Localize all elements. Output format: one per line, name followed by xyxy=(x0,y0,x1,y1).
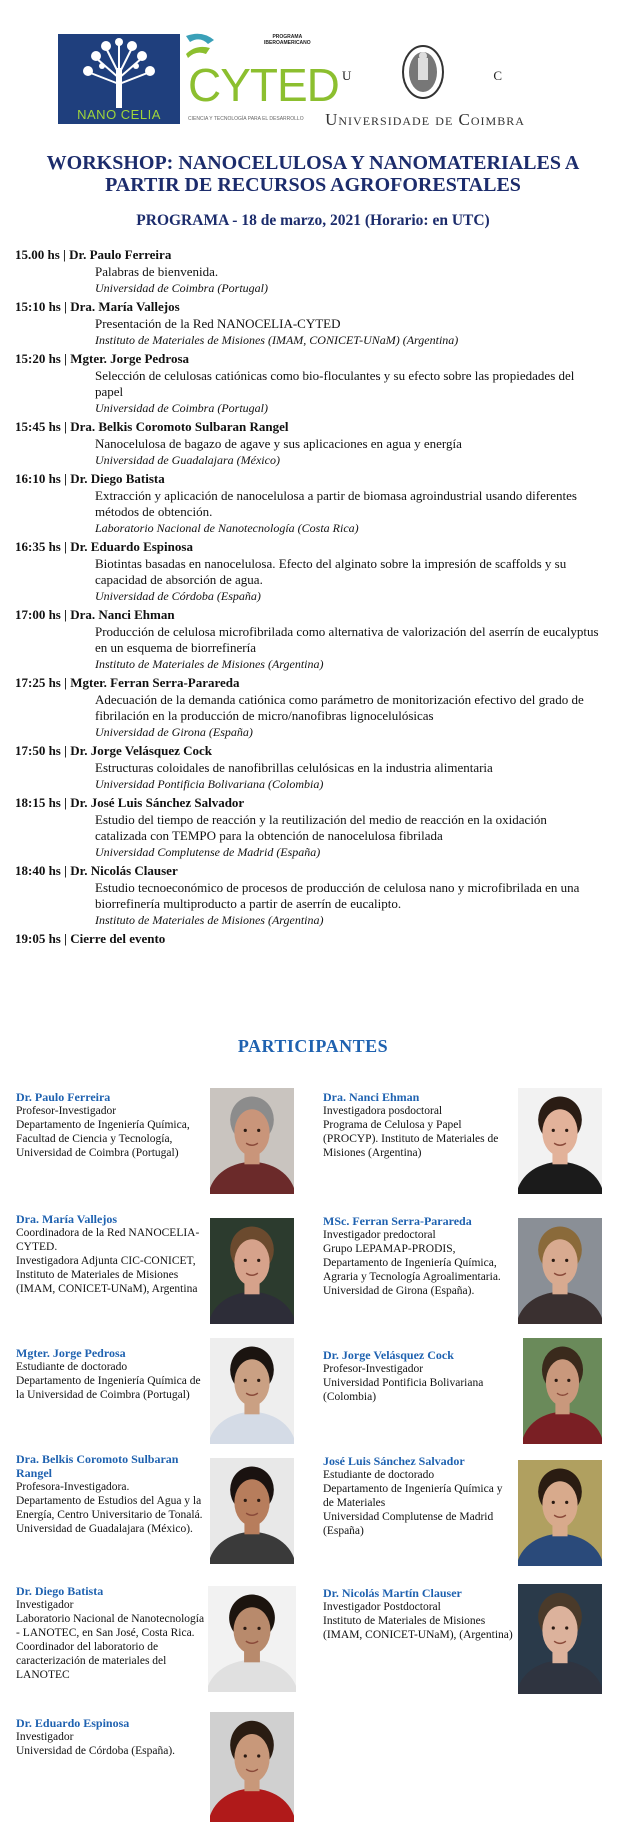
slot-institution: Laboratorio Nacional de Nanotecnología (Costa Rica) xyxy=(95,521,359,535)
participant-photo xyxy=(210,1218,294,1324)
participant-desc: Investigador predoctoral Grupo LEPAMAP-PRODIS, Departamento de Ingeniería Química, Agraria y Tecnología Agroalimentaria. Universidad de Girona (España). xyxy=(323,1229,501,1297)
slot-institution: Universidad de Coimbra (Portugal) xyxy=(95,281,268,295)
participant-photo xyxy=(518,1584,602,1694)
participant-name: Dra. Belkis Coromoto Sulbaran Rangel xyxy=(16,1452,179,1480)
portrait-icon xyxy=(210,1088,294,1194)
closing-slot: 19:05 hs | Cierre del evento xyxy=(15,931,166,946)
portrait-icon xyxy=(208,1586,296,1692)
participant-card xyxy=(323,1214,513,1298)
participant-card xyxy=(323,1454,513,1538)
slot-time-speaker: 15:10 hs | Dra. María Vallejos xyxy=(15,299,180,314)
program-slot xyxy=(15,605,600,673)
participant-card xyxy=(16,1090,206,1160)
participant-name: José Luis Sánchez Salvador xyxy=(323,1454,465,1468)
participant-card xyxy=(323,1348,513,1404)
participant-name: Dr. Eduardo Espinosa xyxy=(16,1716,130,1730)
participant-photo xyxy=(518,1460,602,1566)
participant-card xyxy=(16,1584,206,1682)
slot-talk: Palabras de bienvenida. xyxy=(95,264,219,279)
slot-talk: Estructuras coloidales de nanofibrillas celulósicas en la industria alimentaria xyxy=(95,760,493,775)
slot-talk: Biotintas basadas en nanocelulosa. Efecto del alginato sobre la impresión de scaffolds y su capacidad de absorción de agua. xyxy=(95,556,567,587)
participant-card xyxy=(16,1346,206,1402)
participant-name: Dr. Paulo Ferreira xyxy=(16,1090,111,1104)
header-logos xyxy=(58,32,548,130)
tree-icon xyxy=(78,38,160,108)
portrait-icon xyxy=(210,1338,294,1444)
participants-title: PARTICIPANTES xyxy=(237,1036,389,1056)
workshop-title xyxy=(0,152,626,196)
cyted-tagline: CIENCIA Y TECNOLOGÍA PARA EL DESARROLLO xyxy=(188,116,304,122)
participant-desc: Profesor-Investigador Departamento de Ingeniería Química, Facultad de Ciencia y Tecnología, Universidad de Coimbra (Portugal) xyxy=(16,1105,190,1159)
program-slot xyxy=(15,469,600,537)
portrait-icon xyxy=(518,1460,602,1566)
portrait-icon xyxy=(210,1712,294,1822)
slot-institution: Universidad Complutense de Madrid (España) xyxy=(95,845,321,859)
program-slot xyxy=(15,297,600,349)
slot-talk: Presentación de la Red NANOCELIA-CYTED xyxy=(95,316,341,331)
slot-institution: Instituto de Materiales de Misiones (Argentina) xyxy=(95,913,324,927)
participant-card xyxy=(16,1716,206,1758)
participant-photo xyxy=(210,1338,294,1444)
participant-card xyxy=(16,1212,206,1296)
cyted-wordmark: CYTED xyxy=(188,59,339,111)
slot-talk: Extracción y aplicación de nanocelulosa a partir de biomasa agroindustrial usando diferentes métodos de obtención. xyxy=(95,488,577,519)
participant-desc: Estudiante de doctorado Departamento de Ingeniería Química y de Materiales Universidad Complutense de Madrid (España) xyxy=(323,1469,503,1537)
slot-time-speaker: 16:10 hs | Dr. Diego Batista xyxy=(15,471,165,486)
program-slot xyxy=(15,861,600,929)
participant-name: Dr. Nicolás Martín Clauser xyxy=(323,1586,462,1600)
program-slot xyxy=(15,245,600,297)
participant-name: Dra. María Vallejos xyxy=(16,1212,117,1226)
portrait-icon xyxy=(210,1458,294,1564)
coimbra-letter-left: U xyxy=(342,68,352,83)
program-slot xyxy=(15,417,600,469)
participant-desc: Coordinadora de la Red NANOCELIA-CYTED. Investigadora Adjunta CIC-CONICET, Instituto de Materiales de Misiones (IMAM, CONICET-UNaM), Argentina xyxy=(16,1227,200,1295)
slot-talk: Producción de celulosa microfibrilada como alternativa de valorización del aserrín de eucalyptus en un esquema de biorrefinería xyxy=(95,624,599,655)
cyted-swoosh-icon xyxy=(182,32,222,62)
participant-card xyxy=(323,1090,513,1160)
workshop-title-line2: PARTIR DE RECURSOS AGROFORESTALES xyxy=(105,174,521,196)
participant-desc: Investigadora posdoctoral Programa de Celulosa y Papel (PROCYP). Instituto de Materiales de Misiones (Argentina) xyxy=(323,1105,499,1159)
participant-photo xyxy=(210,1088,294,1194)
slot-institution: Instituto de Materiales de Misiones (Argentina) xyxy=(95,657,324,671)
participant-card xyxy=(323,1586,513,1642)
participant-photo xyxy=(210,1712,294,1822)
nanocelia-logo xyxy=(58,34,180,124)
slot-institution: Universidad de Córdoba (España) xyxy=(95,589,261,603)
portrait-icon xyxy=(518,1218,602,1324)
participant-photo xyxy=(523,1338,602,1444)
coimbra-name: Universidade de Coimbra xyxy=(325,110,525,129)
slot-institution: Universidad Pontificia Bolivariana (Colombia) xyxy=(95,777,324,791)
slot-time-speaker: 15.00 hs | Dr. Paulo Ferreira xyxy=(15,247,172,262)
participant-photo xyxy=(518,1218,602,1324)
program-slot xyxy=(15,673,600,741)
slot-time-speaker: 17:25 hs | Mgter. Ferran Serra-Parareda xyxy=(15,675,240,690)
participant-name: Dr. Jorge Velásquez Cock xyxy=(323,1348,454,1362)
slot-institution: Universidad de Guadalajara (México) xyxy=(95,453,280,467)
participant-name: Mgter. Jorge Pedrosa xyxy=(16,1346,126,1360)
slot-institution: Universidad de Coimbra (Portugal) xyxy=(95,401,268,415)
program-slot xyxy=(15,537,600,605)
program-slot xyxy=(15,349,600,417)
coimbra-letter-right: C xyxy=(493,68,502,83)
workshop-title-line1: WORKSHOP: NANOCELULOSA Y NANOMATERIALES A xyxy=(46,152,580,174)
participant-name: Dra. Nanci Ehman xyxy=(323,1090,420,1104)
slot-talk: Estudio del tiempo de reacción y la reutilización del medio de reacción en la oxidación catalizada con TEMPO para la obtención de nanocelulosa fibrilada xyxy=(95,812,547,843)
participant-desc: Estudiante de doctorado Departamento de Ingeniería Química de la Universidad de Coimbra (Portugal) xyxy=(16,1361,201,1401)
participant-photo xyxy=(518,1088,602,1194)
slot-time-speaker: 18:15 hs | Dr. José Luis Sánchez Salvador xyxy=(15,795,245,810)
program-list xyxy=(15,245,600,948)
cyted-program-label: PROGRAMA IBEROAMERICANO xyxy=(264,34,311,46)
slot-time-speaker: 18:40 hs | Dr. Nicolás Clauser xyxy=(15,863,178,878)
slot-talk: Selección de celulosas catiónicas como bio-floculantes y su efecto sobre las propiedades del papel xyxy=(95,368,575,399)
portrait-icon xyxy=(518,1088,602,1194)
nanocelia-logo-text: NANO CELIA xyxy=(77,107,161,122)
participant-name: Dr. Diego Batista xyxy=(16,1584,104,1598)
slot-talk: Estudio tecnoeconómico de procesos de producción de celulosa nano y microfibrilada en una biorrefinería multiproducto a partir de aserrín de eucalipto. xyxy=(95,880,580,911)
program-slot xyxy=(15,793,600,861)
participant-desc: Investigador Universidad de Córdoba (España). xyxy=(16,1731,176,1757)
cyted-logo xyxy=(182,32,339,128)
slot-time-speaker: 15:45 hs | Dra. Belkis Coromoto Sulbaran Rangel xyxy=(15,419,289,434)
portrait-icon xyxy=(210,1218,294,1324)
slot-time-speaker: 17:00 hs | Dra. Nanci Ehman xyxy=(15,607,175,622)
participant-desc: Investigador Postdoctoral Instituto de Materiales de Misiones (IMAM, CONICET-UNaM), (Argentina) xyxy=(323,1601,513,1641)
slot-institution: Instituto de Materiales de Misiones (IMAM, CONICET-UNaM) (Argentina) xyxy=(95,333,459,347)
participant-card xyxy=(16,1452,206,1536)
program-slot xyxy=(15,741,600,793)
program-date: PROGRAMA - 18 de marzo, 2021 (Horario: en UTC) xyxy=(136,212,490,229)
participant-desc: Profesor-Investigador Universidad Pontificia Bolivariana (Colombia) xyxy=(323,1363,484,1403)
slot-talk: Nanocelulosa de bagazo de agave y sus aplicaciones en agua y energía xyxy=(95,436,462,451)
slot-talk: Adecuación de la demanda catiónica como parámetro de monitorización efectivo del grado de fibrilación en la producción de micro/nanofibras lignocelulósicas xyxy=(95,692,584,723)
coimbra-seal-icon xyxy=(398,42,448,102)
participant-name: MSc. Ferran Serra-Parareda xyxy=(323,1214,472,1228)
slot-time-speaker: 16:35 hs | Dr. Eduardo Espinosa xyxy=(15,539,193,554)
slot-institution: Universidad de Girona (España) xyxy=(95,725,253,739)
participant-desc: Profesora-Investigadora. Departamento de Estudios del Agua y la Energía, Centro Universitario de Tonalá. Universidad de Guadalajara (México). xyxy=(16,1481,203,1535)
portrait-icon xyxy=(518,1584,602,1694)
participant-photo xyxy=(208,1586,296,1692)
portrait-icon xyxy=(523,1338,602,1444)
participant-desc: Investigador Laboratorio Nacional de Nanotecnología - LANOTEC, en San José, Costa Rica. Coordinador del laboratorio de caracterización de materiales del LANOTEC xyxy=(16,1599,205,1681)
coimbra-logo xyxy=(302,38,548,128)
slot-time-speaker: 17:50 hs | Dr. Jorge Velásquez Cock xyxy=(15,743,213,758)
slot-time-speaker: 15:20 hs | Mgter. Jorge Pedrosa xyxy=(15,351,190,366)
participant-photo xyxy=(210,1458,294,1564)
